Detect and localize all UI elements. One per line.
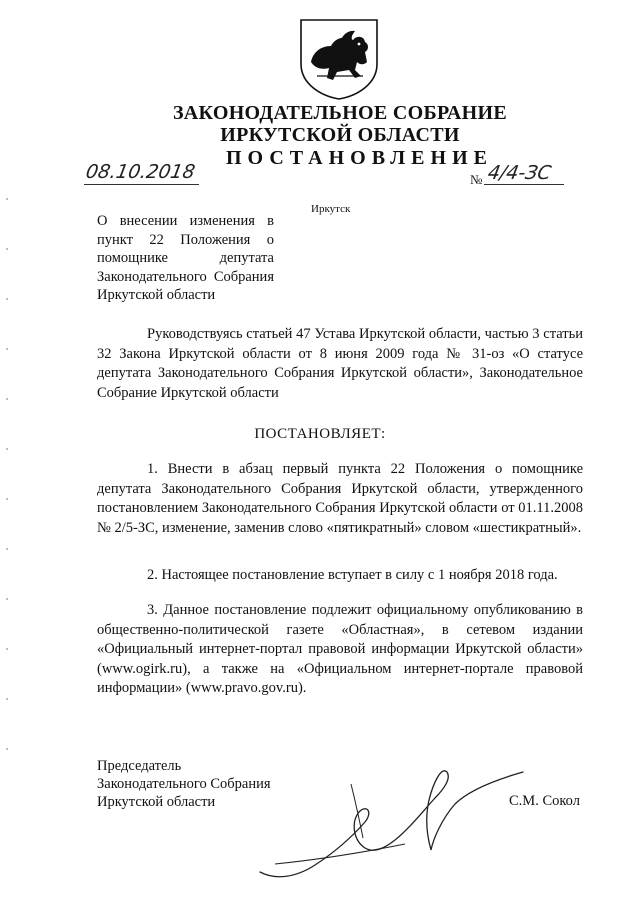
- organization-region: ИРКУТСКОЙ ОБЛАСТИ: [220, 124, 460, 146]
- signer-title-line: Председатель: [97, 758, 182, 774]
- decree-heading: ПОСТАНОВЛЯЕТ:: [254, 426, 386, 442]
- document-date: 08.10.2018: [84, 161, 197, 183]
- item-2-paragraph: 2. Настоящее постановление вступает в силу с 1 ноября 2018 года.: [147, 567, 558, 583]
- item-1-paragraph: 1. Внести в абзац первый пункта 22 Положения о помощнике депутата Законодательного Собрания Иркутской области, утвержденного постановлением Законодательного Собрания Иркутской области от 01.11.2008 № 2/5-ЗС, изменение, заменив слово «пятикратный» словом «шестикратный».: [97, 461, 583, 536]
- document-number: 4/4-ЗС: [486, 162, 553, 184]
- scan-margin-marks: [6, 150, 8, 750]
- number-sign: №: [470, 172, 483, 187]
- document-subject: О внесении изменения в пункт 22 Положения о помощнике депутата Законодательного Собрания Иркутской области: [97, 213, 274, 303]
- signer-title: [97, 757, 271, 811]
- date-underline: [84, 184, 199, 185]
- signer-title-line: Иркутской области: [97, 794, 216, 810]
- organization-name: ЗАКОНОДАТЕЛЬНОЕ СОБРАНИЕ: [172, 102, 508, 124]
- preamble-paragraph: Руководствуясь статьей 47 Устава Иркутской области, частью 3 статьи 32 Закона Иркутской области от 8 июня 2009 года № 31-оз «О статусе депутата Законодательного Собрания Иркутской области», Законодательное Собрание Иркутской области: [97, 326, 583, 401]
- city-label: Иркутск: [311, 203, 351, 215]
- number-underline: [484, 184, 564, 185]
- handwritten-signature: [255, 760, 535, 885]
- signer-title-line: Законодательного Собрания: [97, 776, 271, 792]
- document-type: ПОСТАНОВЛЕНИЕ: [226, 147, 493, 169]
- coat-of-arms-babr-icon: [297, 18, 381, 100]
- item-3-paragraph: 3. Данное постановление подлежит официальному опубликованию в общественно-политической газете «Областная», в сетевом издании «Официальный интернет-портал правовой информации Иркутской области» (www.ogirk.ru), а также на «Официальном интернет-портале правовой информации» (www.pravo.gov.ru).: [97, 602, 583, 696]
- signer-name: С.М. Сокол: [509, 793, 580, 809]
